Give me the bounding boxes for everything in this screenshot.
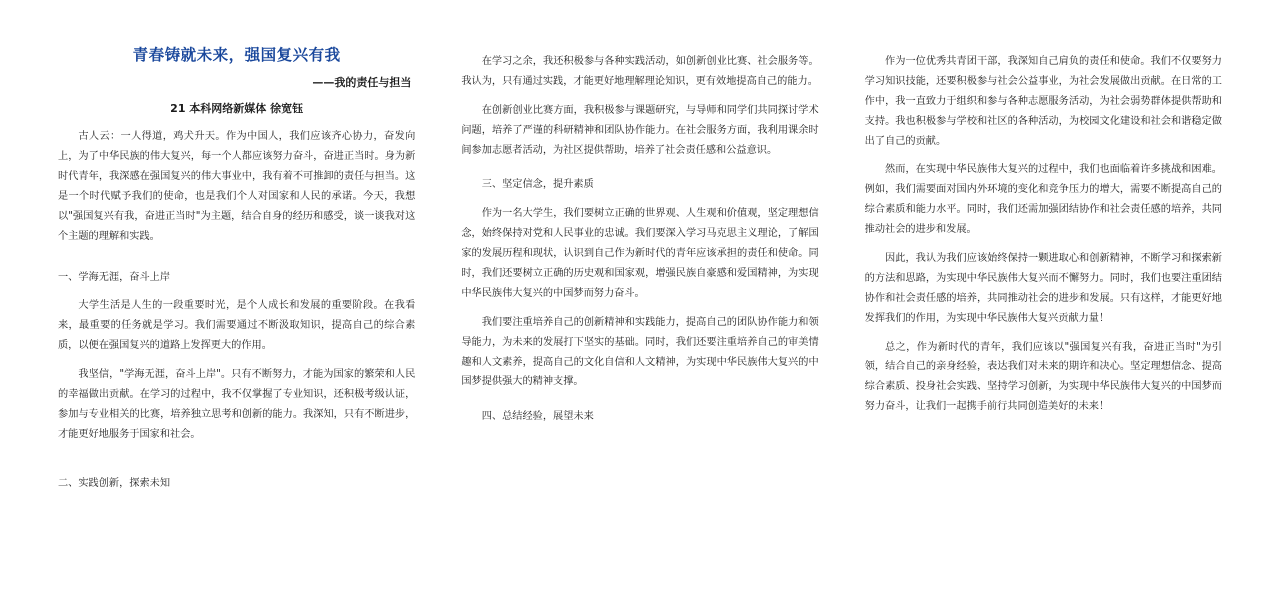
paragraph: 在创新创业比赛方面，我积极参与课题研究，与导师和同学们共同探讨学术问题，培养了严谨的科研精神和团队协作能力。在社会服务方面，我利用课余时间参加志愿者活动，为社区提供帮助，培养了社会责任感和公益意识。 [461, 104, 819, 156]
paragraph: 然而，在实现中华民族伟大复兴的过程中，我们也面临着许多挑战和困难。例如，我们需要面对国内外环境的变化和竞争压力的增大，需要不断提高自己的综合素质和能力水平。同时，我们还需加强团结协作和社会责任感的培养，共同推动社会的进步和发展。 [864, 164, 1222, 236]
paragraph: 作为一名大学生，我们要树立正确的世界观、人生观和价值观，坚定理想信念，始终保持对党和人民事业的忠诚。我们要深入学习马克思主义理论，了解国家的发展历程和现状，认识到自己作为新时代的青年应该承担的责任和使命。同时，我们还要树立正确的历史观和国家观，增强民族自豪感和爱国精神，为实现中华民族伟大复兴的中国梦而努力奋斗。 [461, 208, 819, 299]
page-subtitle: ——我的责任与担当 [312, 76, 412, 90]
section-heading: 二、实践创新，探索未知 [58, 477, 171, 489]
paragraph: 总之，作为新时代的青年，我们应该以"强国复兴有我，奋进正当时"为引领，结合自己的亲身经验，表达我们对未来的期许和决心。坚定理想信念、提高综合素质、投身社会实践、坚持学习创新，为实现中华民族伟大复兴的中国梦而努力奋斗，让我们一起携手前行共同创造美好的未来！ [864, 341, 1222, 413]
paragraph: 在学习之余，我还积极参与各种实践活动，如创新创业比赛、社会服务等。我认为，只有通过实践，才能更好地理解理论知识，更有效地提高自己的能力。 [461, 56, 819, 87]
section-heading: 四、总结经验，展望未来 [481, 411, 594, 423]
paragraph: 作为一位优秀共青团干部，我深知自己肩负的责任和使命。我们不仅要努力学习知识技能，还要积极参与社会公益事业，为社会发展做出贡献。在日常的工作中，我一直致力于组织和参与各种志愿服务活动，为社会弱势群体提供帮助和支持。我也积极参与学校和社区的各种活动，为校园文化建设和社会和谐稳定做出了自己的贡献。 [864, 56, 1222, 147]
author-line: 21 本科网络新媒体 徐宽钰 [170, 101, 304, 115]
paragraph: 因此，我认为我们应该始终保持一颗进取心和创新精神，不断学习和探索新的方法和思路，为实现中华民族伟大复兴而不懈努力。同时，我们也要注重团结协作和社会责任感的培养，共同推动社会的进步和发展。只有这样，才能更好地发挥我们的作用，为实现中华民族伟大复兴贡献力量！ [864, 253, 1222, 324]
document-column-1 [58, 38, 415, 584]
page-title: 青春铸就未来，强国复兴有我 [132, 46, 341, 64]
document-column-2 [461, 38, 818, 584]
spacer [461, 38, 818, 52]
document-column-3 [865, 38, 1222, 584]
spacer [58, 454, 415, 468]
spacer [58, 256, 415, 262]
paragraph: 我们要注重培养自己的创新精神和实践能力，提高自己的团队协作能力和领导能力，为未来的发展打下坚实的基础。同时，我们还要注重培养自己的审美情趣和人文素养，提高自己的文化自信和人文精神，为实现中华民族伟大复兴的中国梦提供强大的精神支撑。 [461, 316, 819, 388]
paragraph: 我坚信，"学海无涯，奋斗上岸"。只有不断努力，才能为国家的繁荣和人民的幸福做出贡献。在学习的过程中，我不仅掌握了专业知识，还积极考级认证，参加与专业相关的比赛，培养独立思考和创新的能力。我深知，只有不断进步，才能更好地服务于国家和社会。 [58, 369, 416, 440]
paragraph: 古人云：一人得道，鸡犬升天。作为中国人，我们应该齐心协力，奋发向上，为了中华民族的伟大复兴，每一个人都应该努力奋斗，奋进正当时。身为新时代青年，我深感在强国复兴的伟大事业中，我有着不可推卸的责任与担当。这是一个时代赋予我们的使命，也是我们个人对国家和人民的承诺。今天，我想以"强国复兴有我，奋进正当时"为主题，结合自身的经历和感受，谈一谈我对这个主题的理解和实践。 [58, 131, 416, 242]
spacer [865, 38, 1222, 52]
paragraph: 大学生活是人生的一段重要时光，是个人成长和发展的重要阶段。在我看来，最重要的任务就是学习。我们需要通过不断汲取知识，提高自己的综合素质，以便在强国复兴的道路上发挥更大的作用。 [58, 300, 416, 352]
section-heading: 一、学海无涯，奋斗上岸 [58, 271, 171, 283]
section-heading: 三、坚定信念，提升素质 [481, 179, 594, 191]
